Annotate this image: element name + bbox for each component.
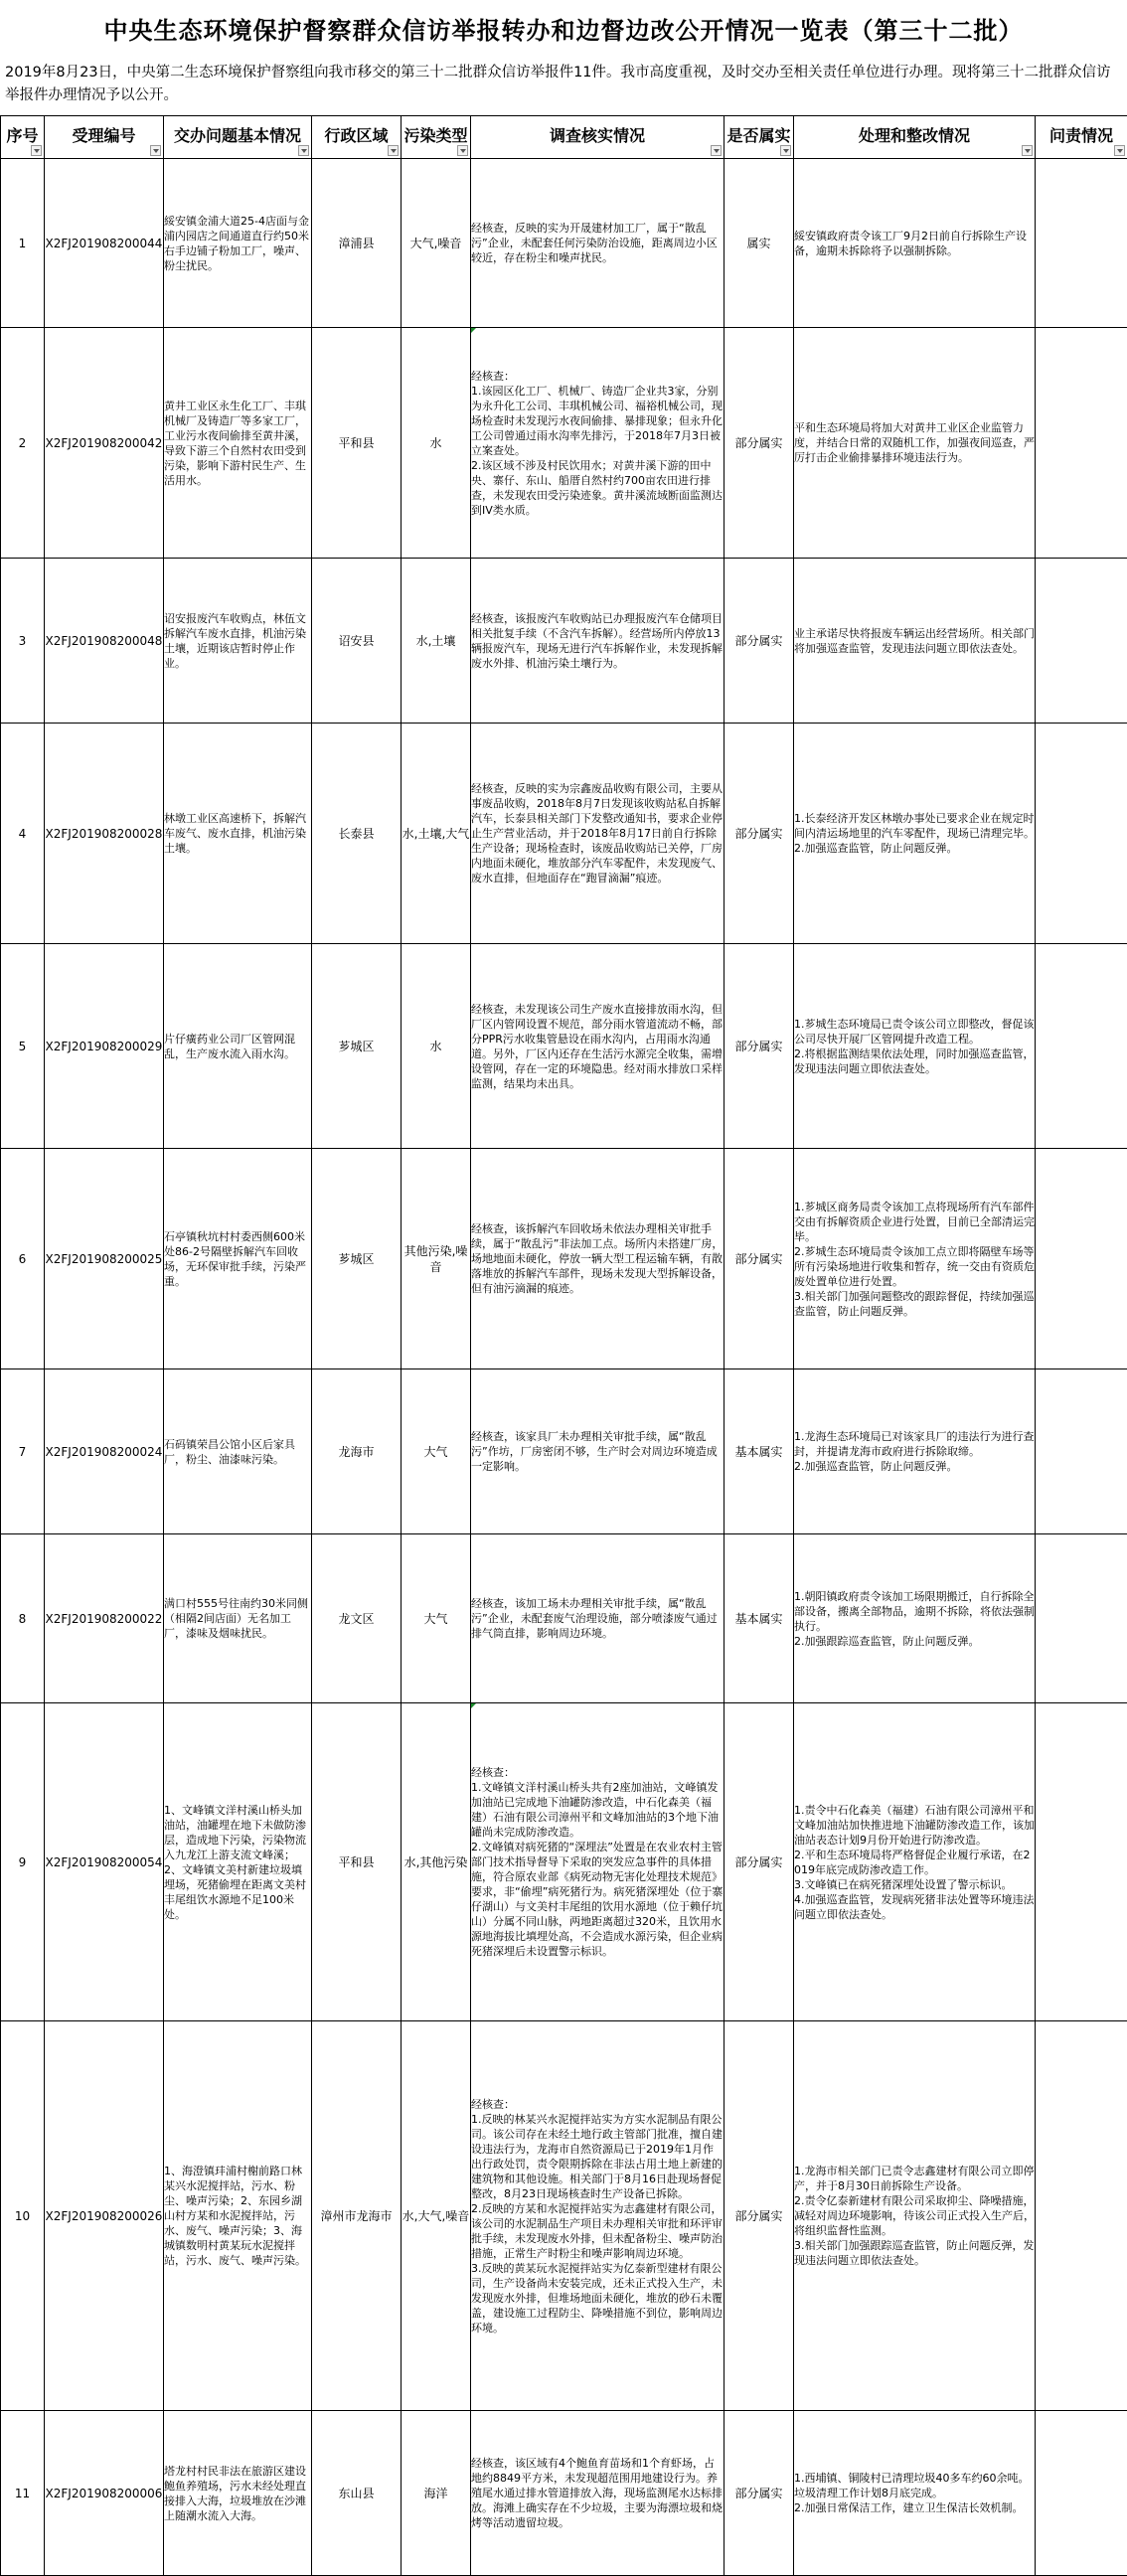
cell-handling: 1.芗城生态环境局已责令该公司立即整改，督促该公司尽快开展厂区管网提升改造工程。 2.将根据监测结果依法处理，同时加强巡查监管，发现违法问题立即依法查处。 (794, 944, 1036, 1149)
table-row (1, 1149, 1127, 1369)
cell-id: X2FJ201908200025 (45, 1149, 164, 1369)
cell-id: X2FJ201908200006 (45, 2411, 164, 2576)
cell-region: 漳浦县 (312, 159, 402, 328)
cell-investigation: 经核查： 1.该园区化工厂、机械厂、铸造厂企业共3家，分别为永升化工公司、丰琪机械公司、福裕机械公司，现场检查时未发现污水夜间偷排、暴排现象；但永升化工公司曾通过雨水沟率先排污，于2018年7月3日被立案查处。 2.该区域不涉及村民饮用水；对黄井溪下游的田中央、寨仔、东山、船厝自然村约700亩农田进行排查，未发现农田受污染迹象。黄井溪流域断面监测达到IV类水质。 (471, 328, 724, 559)
cell-id: X2FJ201908200026 (45, 2021, 164, 2411)
cell-account (1036, 2411, 1127, 2576)
page-title: 中央生态环境保护督察群众信访举报转办和边督边改公开情况一览表（第三十二批） (103, 17, 1024, 45)
cell-investigation: 经核查，反映的实为开晟建材加工厂，属于“散乱污”企业，未配套任何污染防治设施，距离周边小区较近，存在粉尘和噪声扰民。 (471, 159, 724, 328)
table-row (1, 1369, 1127, 1534)
filter-dropdown-icon[interactable] (711, 145, 722, 156)
cell-handling: 1.长泰经济开发区林墩办事处已要求企业在规定时间内清运场地里的汽车零配件，现场已清理完毕。 2.加强巡查监管，防止问题反弹。 (794, 724, 1036, 944)
cell-handling: 业主承诺尽快将报废车辆运出经营场所。相关部门将加强巡查监管，发现违法问题立即依法查处。 (794, 559, 1036, 724)
filter-dropdown-icon[interactable] (1114, 145, 1125, 156)
cell-no: 4 (1, 724, 45, 944)
cell-handling: 1.责令中石化森美（福建）石油有限公司漳州平和文峰加油站加快推进地下油罐防渗改造工作，该加油站表态计划9月份开始进行防渗改造。 2.平和生态环境局将严格督促企业履行承诺，在2019年底完成防渗改造工作。 3.文峰镇已在病死猪深埋处设置了警示标识。 4.加强巡查监管，发现病死猪非法处置等环境违法问题立即依法查处。 (794, 1703, 1036, 2021)
table-row (1, 559, 1127, 724)
cell-no: 10 (1, 2021, 45, 2411)
cell-issue: 石亭镇秋坑村村委西侧600米处86-2号隔壁拆解汽车回收场，无环保审批手续，污染严重。 (164, 1149, 312, 1369)
cell-issue: 林墩工业区高速桥下，拆解汽车废气、废水直排，机油污染土壤。 (164, 724, 312, 944)
cell-region: 龙海市 (312, 1369, 402, 1534)
cell-investigation: 经核查，该拆解汽车回收场未依法办理相关审批手续，属于“散乱污”非法加工点。场所内未搭建厂房，场地地面未硬化，停放一辆大型工程运输车辆，有散落堆放的拆解汽车部件，现场未发现大型拆解设备，但有油污滴漏的痕迹。 (471, 1149, 724, 1369)
table-row (1, 1534, 1127, 1703)
table-row (1, 944, 1127, 1149)
header-account: 问责情况 (1036, 116, 1127, 159)
cell-no: 11 (1, 2411, 45, 2576)
cell-type: 海洋 (402, 2411, 471, 2576)
cell-account (1036, 328, 1127, 559)
cell-true: 基本属实 (724, 1534, 794, 1703)
cell-type: 水 (402, 328, 471, 559)
cell-issue: 1、文峰镇文洋村溪山桥头加油站，油罐埋在地下未做防渗层，造成地下污染，污染物流入九龙江上游支流文峰溪；2、文峰镇文美村新建垃圾填埋场，死猪偷埋在距离文美村丰尾组饮水源地不足100米处。 (164, 1703, 312, 2021)
cell-id: X2FJ201908200029 (45, 944, 164, 1149)
cell-investigation: 经核查，未发现该公司生产废水直接排放雨水沟，但厂区内管网设置不规范，部分雨水管道流动不畅，部分PPR污水收集管悬设在雨水沟内，占用雨水沟通道。另外，厂区内还存在生活污水源完全收集，需增设管网，存在一定的环境隐患。经对雨水排放口采样监测，结果均未出具。 (471, 944, 724, 1149)
cell-handling: 1.龙海市相关部门已责令志鑫建材有限公司立即停产，并于8月30日前拆除生产设备。 2.责令亿泰新建材有限公司采取抑尘、降噪措施，减轻对周边环境影响，待该公司正式投入生产后，将组织监督性监测。 3.相关部门加强跟踪巡查监管，防止问题反弹，发现违法问题立即依法查处。 (794, 2021, 1036, 2411)
table-row (1, 2021, 1127, 2411)
cell-true: 部分属实 (724, 724, 794, 944)
cell-issue: 片仔癀药业公司厂区管网混乱，生产废水流入雨水沟。 (164, 944, 312, 1149)
cell-region: 漳州市龙海市 (312, 2021, 402, 2411)
cell-handling: 1.西埔镇、铜陵村已清理垃圾40多车约60余吨。垃圾清理工作计划8月底完成。 2.加强日常保洁工作，建立卫生保洁长效机制。 (794, 2411, 1036, 2576)
header-issue: 交办问题基本情况 (164, 116, 312, 159)
cell-true: 部分属实 (724, 559, 794, 724)
cell-issue: 满口村555号往南约30米同侧（相隔2间店面）无名加工厂，漆味及烟味扰民。 (164, 1534, 312, 1703)
cell-investigation: 经核查，该报废汽车收购站已办理报废汽车仓储项目相关批复手续（不含汽车拆解）。经营场所内停放13辆报废汽车，现场无进行汽车拆解作业，未发现拆解废水外排、机油污染土壤行为。 (471, 559, 724, 724)
cell-type: 水 (402, 944, 471, 1149)
cell-type: 大气 (402, 1534, 471, 1703)
header-region: 行政区域 (312, 116, 402, 159)
cell-issue: 石码镇荣昌公馆小区后家具厂，粉尘、油漆味污染。 (164, 1369, 312, 1534)
cell-true: 部分属实 (724, 328, 794, 559)
cell-no: 5 (1, 944, 45, 1149)
cell-account (1036, 944, 1127, 1149)
table-header-row (1, 116, 1127, 159)
filter-dropdown-icon[interactable] (31, 145, 42, 156)
cell-investigation: 经核查，该家具厂未办理相关审批手续，属“散乱污”作坊，厂房密闭不够，生产时会对周边环境造成一定影响。 (471, 1369, 724, 1534)
cell-true: 部分属实 (724, 944, 794, 1149)
cell-region: 芗城区 (312, 1149, 402, 1369)
cell-id: X2FJ201908200024 (45, 1369, 164, 1534)
cell-no: 2 (1, 328, 45, 559)
header-type: 污染类型 (402, 116, 471, 159)
filter-dropdown-icon[interactable] (780, 145, 791, 156)
cell-issue: 1、海澄镇玤浦村榭前路口林某兴水泥搅拌站，污水、粉尘、噪声污染；2、东园乡湖山村方某和水泥搅拌站，污水、废气、噪声污染；3、海城镇数明村黄某玩水泥搅拌站，污水、废气、噪声污染。 (164, 2021, 312, 2411)
cell-investigation: 经核查，反映的实为宗鑫废品收购有限公司，主要从事废品收购，2018年8月7日发现该收购站私自拆解汽车，长泰县相关部门下发整改通知书，要求企业停止生产营业活动，并于2018年8月17日前自行拆除生产设备；现场检查时，该废品收购站已关停，厂房内地面未硬化，堆放部分汽车零配件，未发现废气、废水直排，但地面存在“跑冒滴漏”痕迹。 (471, 724, 724, 944)
cell-id: X2FJ201908200022 (45, 1534, 164, 1703)
cell-handling: 1.芗城区商务局责令该加工点将现场所有汽车部件交由有拆解资质企业进行处置，目前已全部清运完毕。 2.芗城生态环境局责令该加工点立即将隔壁车场等所有污染场地进行收集和暂存，统一交由有资质危废处置单位进行处置。 3.相关部门加强问题整改的跟踪督促，持续加强巡查监管，防止问题反弹。 (794, 1149, 1036, 1369)
cell-region: 诏安县 (312, 559, 402, 724)
cell-no: 6 (1, 1149, 45, 1369)
cell-issue: 塔龙村村民非法在旅游区建设鲍鱼养殖场，污水未经处理直接排入大海，垃圾堆放在沙滩上随潮水流入大海。 (164, 2411, 312, 2576)
cell-region: 平和县 (312, 1703, 402, 2021)
cell-no: 9 (1, 1703, 45, 2021)
cell-region: 平和县 (312, 328, 402, 559)
cell-type: 水,大气,噪音 (402, 2021, 471, 2411)
table-row (1, 328, 1127, 559)
cell-investigation: 经核查： 1.反映的林某兴水泥搅拌站实为方实水泥制品有限公司。该公司存在未经土地行政主管部门批准，擅自建设违法行为，龙海市自然资源局已于2019年1月作出行政处罚，责令限期拆除在非法占用土地上新建的建筑物和其他设施。相关部门于8月16日赴现场督促整改，8月23日现场核查时生产设备已拆除。 2.反映的方某和水泥搅拌站实为志鑫建材有限公司，该公司的水泥制品生产项目未办理相关审批和环评审批手续，未发现废水外排，但未配备粉尘、噪声防治措施，正常生产时粉尘和噪声影响周边环境。 3.反映的黄某玩水泥搅拌站实为亿泰新型建材有限公司，生产设备尚未安装完成，还未正式投入生产，未发现废水外排，但堆场地面未硬化，堆放的砂石未覆盖，建设施工过程防尘、降噪措施不到位，影响周边环境。 (471, 2021, 724, 2411)
cell-type: 其他污染,噪音 (402, 1149, 471, 1369)
header-investigation: 调查核实情况 (471, 116, 724, 159)
cell-id: X2FJ201908200044 (45, 159, 164, 328)
cell-investigation: 经核查： 1.文峰镇文洋村溪山桥头共有2座加油站，文峰镇发加油站已完成地下油罐防渗改造，中石化森美（福建）石油有限公司漳州平和文峰加油站的3个地下油罐尚未完成防渗改造。 2.文峰镇对病死猪的“深埋法”处置是在农业农村主管部门技术指导督导下采取的突发应急事件的具体措施，符合原农业部《病死动物无害化处理技术规范》要求，非“偷埋”病死猪行为。病死猪深埋处（位于寨仔湖山）与文美村丰尾组的饮用水源地（位于赖仔坑山）分属不同山脉，两地距离超过320米，且饮用水源地海拔比填埋处高，不会造成水源污染，但企业病死猪深埋后未设置警示标识。 (471, 1703, 724, 2021)
cell-account (1036, 1149, 1127, 1369)
cell-no: 1 (1, 159, 45, 328)
cell-type: 大气 (402, 1369, 471, 1534)
cell-account (1036, 724, 1127, 944)
cell-true: 部分属实 (724, 1149, 794, 1369)
cell-handling: 1.龙海生态环境局已对该家具厂的违法行为进行查封，并提请龙海市政府进行拆除取缔。 2.加强巡查监管，防止问题反弹。 (794, 1369, 1036, 1534)
cell-no: 3 (1, 559, 45, 724)
cell-true: 属实 (724, 159, 794, 328)
filter-dropdown-icon[interactable] (1022, 145, 1033, 156)
filter-dropdown-icon[interactable] (298, 145, 309, 156)
header-id: 受理编号 (45, 116, 164, 159)
cell-account (1036, 1534, 1127, 1703)
cell-type: 大气,噪音 (402, 159, 471, 328)
cell-investigation: 经核查，该区域有4个鲍鱼育苗场和1个育虾场，占地约8849平方米，未发现超范围用地建设行为。养殖尾水通过排水管道排放入海，现场监测尾水达标排放。海滩上确实存在不少垃圾，主要为海漂垃圾和烧烤等活动遗留垃圾。 (471, 2411, 724, 2576)
cell-account (1036, 559, 1127, 724)
complaints-table (0, 115, 1127, 2576)
cell-no: 7 (1, 1369, 45, 1534)
table-row (1, 159, 1127, 328)
cell-account (1036, 2021, 1127, 2411)
cell-handling: 1.朝阳镇政府责令该加工场限期搬迁，自行拆除全部设备，搬离全部物品，逾期不拆除，将依法强制执行。 2.加强跟踪巡查监管，防止问题反弹。 (794, 1534, 1036, 1703)
cell-id: X2FJ201908200054 (45, 1703, 164, 2021)
cell-id: X2FJ201908200042 (45, 328, 164, 559)
filter-dropdown-icon[interactable] (388, 145, 399, 156)
cell-type: 水,其他污染 (402, 1703, 471, 2021)
cell-no: 8 (1, 1534, 45, 1703)
cell-type: 水,土壤 (402, 559, 471, 724)
cell-true: 部分属实 (724, 2411, 794, 2576)
cell-issue: 诏安报废汽车收购点，林伍文拆解汽车废水直排，机油污染土壤，近期该店暂时停止作业。 (164, 559, 312, 724)
cell-id: X2FJ201908200048 (45, 559, 164, 724)
cell-true: 部分属实 (724, 1703, 794, 2021)
table-row (1, 2411, 1127, 2576)
cell-account (1036, 1703, 1127, 2021)
cell-region: 芗城区 (312, 944, 402, 1149)
cell-account (1036, 1369, 1127, 1534)
cell-account (1036, 159, 1127, 328)
table-row (1, 724, 1127, 944)
cell-region: 长泰县 (312, 724, 402, 944)
filter-dropdown-icon[interactable] (457, 145, 468, 156)
cell-issue: 綏安镇金浦大道25-4店面与金浦内园店之间通道直行约50米右手边铺子粉加工厂，噪声、粉尘扰民。 (164, 159, 312, 328)
cell-investigation: 经核查，该加工场未办理相关审批手续，属“散乱污”企业，未配套废气治理设施，部分喷漆废气通过排气筒直排，影响周边环境。 (471, 1534, 724, 1703)
header-handling: 处理和整改情况 (794, 116, 1036, 159)
header-no: 序号 (1, 116, 45, 159)
table-row (1, 1703, 1127, 2021)
cell-comment-marker (471, 1703, 476, 1708)
intro-paragraph: 2019年8月23日，中央第二生态环境保护督察组向我市移交的第三十二批群众信访举报件11件。我市高度重视，及时交办至相关责任单位进行办理。现将第三十二批群众信访举报件办理情况予以公开。 (5, 65, 1111, 103)
cell-handling: 平和生态环境局将加大对黄井工业区企业监管力度，并结合日常的双随机工作，加强夜间巡查，严厉打击企业偷排暴排环境违法行为。 (794, 328, 1036, 559)
header-true: 是否属实 (724, 116, 794, 159)
cell-handling: 綏安镇政府责令该工厂9月2日前自行拆除生产设备，逾期未拆除将予以强制拆除。 (794, 159, 1036, 328)
cell-true: 基本属实 (724, 1369, 794, 1534)
cell-region: 龙文区 (312, 1534, 402, 1703)
cell-issue: 黄井工业区永生化工厂、丰琪机械厂及铸造厂等多家工厂，工业污水夜间偷排至黄井溪，导致下游三个自然村农田受到污染，影响下游村民生产、生活用水。 (164, 328, 312, 559)
cell-true: 部分属实 (724, 2021, 794, 2411)
filter-dropdown-icon[interactable] (150, 145, 161, 156)
cell-type: 水,土壤,大气 (402, 724, 471, 944)
cell-comment-marker (471, 328, 476, 333)
cell-region: 东山县 (312, 2411, 402, 2576)
cell-id: X2FJ201908200028 (45, 724, 164, 944)
